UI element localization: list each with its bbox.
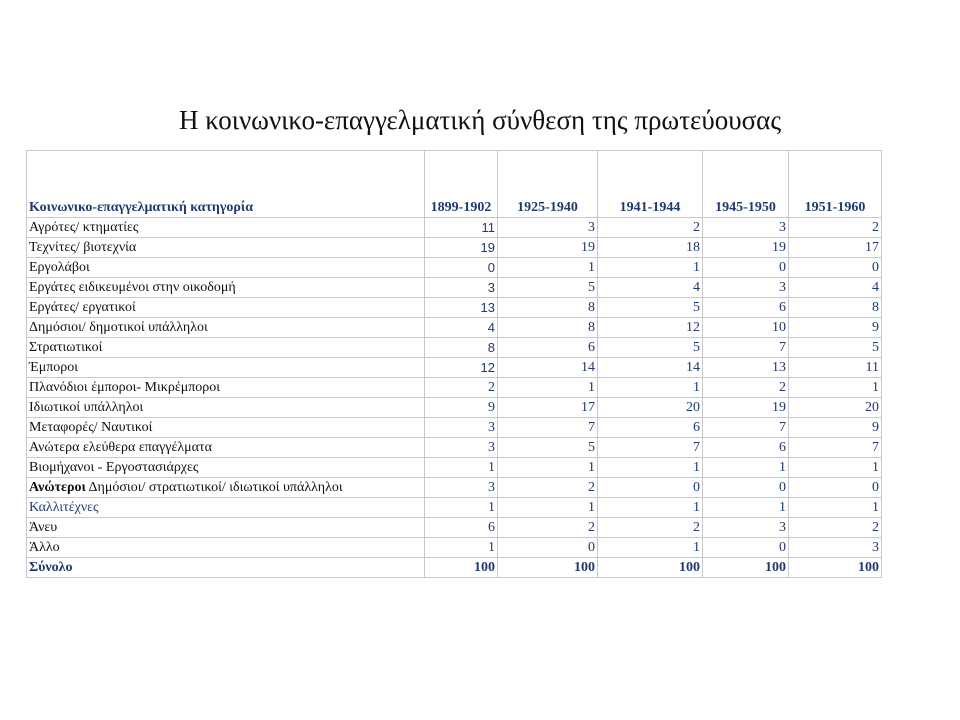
value-cell: 1	[598, 538, 703, 558]
table-row	[27, 218, 882, 238]
row-label: Ιδιωτικοί υπάλληλοι	[27, 398, 425, 418]
value-cell: 3	[789, 538, 882, 558]
value-cell: 0	[789, 258, 882, 278]
value-cell: 19	[425, 238, 498, 258]
value-cell: 2	[425, 378, 498, 398]
value-cell: 7	[703, 338, 789, 358]
value-cell: 8	[498, 298, 598, 318]
row-label: Άνευ	[27, 518, 425, 538]
row-label: Πλανόδιοι έμποροι- Μικρέμποροι	[27, 378, 425, 398]
value-cell: 5	[498, 438, 598, 458]
table-row	[27, 498, 882, 518]
row-label: Εργάτες ειδικευμένοι στην οικοδομή	[27, 278, 425, 298]
value-cell: 1	[498, 498, 598, 518]
table-row	[27, 538, 882, 558]
value-cell: 8	[425, 338, 498, 358]
value-cell: 6	[425, 518, 498, 538]
value-cell: 0	[498, 538, 598, 558]
row-label: Στρατιωτικοί	[27, 338, 425, 358]
table-row	[27, 278, 882, 298]
total-value-cell: 100	[598, 558, 703, 578]
value-cell: 5	[498, 278, 598, 298]
table-row	[27, 478, 882, 498]
value-cell: 6	[703, 298, 789, 318]
value-cell: 20	[789, 398, 882, 418]
row-label	[27, 478, 425, 498]
value-cell: 1	[598, 378, 703, 398]
row-label: Καλλιτέχνες	[27, 498, 425, 518]
value-cell: 3	[425, 438, 498, 458]
table-row	[27, 298, 882, 318]
table-row	[27, 238, 882, 258]
value-cell: 13	[425, 298, 498, 318]
value-cell: 19	[498, 238, 598, 258]
value-cell: 19	[703, 398, 789, 418]
composition-table	[26, 150, 882, 578]
value-cell: 3	[498, 218, 598, 238]
value-cell: 2	[498, 518, 598, 538]
value-cell: 11	[425, 218, 498, 238]
header-year: 1951-1960	[789, 151, 882, 218]
value-cell: 19	[703, 238, 789, 258]
row-label: Έμποροι	[27, 358, 425, 378]
header-year: 1899-1902	[425, 151, 498, 218]
total-row	[27, 558, 882, 578]
value-cell: 12	[598, 318, 703, 338]
total-label: Σύνολο	[27, 558, 425, 578]
value-cell: 1	[598, 498, 703, 518]
value-cell: 17	[498, 398, 598, 418]
value-cell: 2	[598, 518, 703, 538]
row-label: Εργάτες/ εργατικοί	[27, 298, 425, 318]
row-label: Εργολάβοι	[27, 258, 425, 278]
row-label: Δημόσιοι/ δημοτικοί υπάλληλοι	[27, 318, 425, 338]
total-value-cell: 100	[498, 558, 598, 578]
value-cell: 12	[425, 358, 498, 378]
total-value-cell: 100	[425, 558, 498, 578]
value-cell: 3	[703, 278, 789, 298]
value-cell: 6	[598, 418, 703, 438]
value-cell: 1	[703, 498, 789, 518]
row-label: Βιομήχανοι - Εργοστασιάρχες	[27, 458, 425, 478]
value-cell: 2	[498, 478, 598, 498]
value-cell: 3	[425, 478, 498, 498]
total-value-cell: 100	[703, 558, 789, 578]
value-cell: 20	[598, 398, 703, 418]
value-cell: 9	[789, 318, 882, 338]
value-cell: 1	[598, 458, 703, 478]
value-cell: 1	[789, 498, 882, 518]
value-cell: 7	[498, 418, 598, 438]
value-cell: 7	[598, 438, 703, 458]
header-category: Κοινωνικο-επαγγελματική κατηγορία	[27, 151, 425, 218]
value-cell: 7	[703, 418, 789, 438]
value-cell: 1	[703, 458, 789, 478]
value-cell: 1	[498, 378, 598, 398]
value-cell: 18	[598, 238, 703, 258]
value-cell: 2	[703, 378, 789, 398]
value-cell: 3	[425, 418, 498, 438]
value-cell: 0	[703, 478, 789, 498]
table-row	[27, 378, 882, 398]
value-cell: 11	[789, 358, 882, 378]
row-label: Τεχνίτες/ βιοτεχνία	[27, 238, 425, 258]
table-row	[27, 458, 882, 478]
header-year: 1945-1950	[703, 151, 789, 218]
value-cell: 9	[425, 398, 498, 418]
value-cell: 8	[789, 298, 882, 318]
row-label: Ανώτερα ελεύθερα επαγγέλματα	[27, 438, 425, 458]
value-cell: 0	[703, 538, 789, 558]
value-cell: 1	[425, 538, 498, 558]
value-cell: 4	[598, 278, 703, 298]
value-cell: 4	[425, 318, 498, 338]
value-cell: 1	[425, 498, 498, 518]
table-row	[27, 398, 882, 418]
row-label: Άλλο	[27, 538, 425, 558]
table-row	[27, 318, 882, 338]
value-cell: 0	[789, 478, 882, 498]
value-cell: 8	[498, 318, 598, 338]
value-cell: 1	[598, 258, 703, 278]
value-cell: 6	[498, 338, 598, 358]
value-cell: 4	[789, 278, 882, 298]
table-row	[27, 338, 882, 358]
value-cell: 1	[498, 458, 598, 478]
table-row	[27, 358, 882, 378]
value-cell: 0	[598, 478, 703, 498]
value-cell: 2	[598, 218, 703, 238]
value-cell: 5	[789, 338, 882, 358]
total-value-cell: 100	[789, 558, 882, 578]
value-cell: 0	[425, 258, 498, 278]
value-cell: 2	[789, 518, 882, 538]
value-cell: 9	[789, 418, 882, 438]
header-year: 1925-1940	[498, 151, 598, 218]
header-year: 1941-1944	[598, 151, 703, 218]
value-cell: 1	[498, 258, 598, 278]
header-row	[27, 151, 882, 218]
value-cell: 6	[703, 438, 789, 458]
row-label: Αγρότες/ κτηματίες	[27, 218, 425, 238]
table-row	[27, 258, 882, 278]
value-cell: 0	[703, 258, 789, 278]
table-row	[27, 518, 882, 538]
value-cell: 5	[598, 338, 703, 358]
value-cell: 3	[703, 518, 789, 538]
table-body	[27, 218, 882, 578]
value-cell: 14	[498, 358, 598, 378]
table-row	[27, 438, 882, 458]
value-cell: 2	[789, 218, 882, 238]
value-cell: 3	[425, 278, 498, 298]
value-cell: 13	[703, 358, 789, 378]
value-cell: 1	[789, 378, 882, 398]
value-cell: 17	[789, 238, 882, 258]
value-cell: 3	[703, 218, 789, 238]
value-cell: 1	[425, 458, 498, 478]
row-label: Μεταφορές/ Ναυτικοί	[27, 418, 425, 438]
row-label-text: Δημόσιοι/ στρατιωτικοί/ ιδιωτικοί υπάλληλοι	[85, 480, 343, 495]
value-cell: 1	[789, 458, 882, 478]
table-row	[27, 418, 882, 438]
page-title: Η κοινωνικο-επαγγελματική σύνθεση της πρωτεύουσας	[178, 105, 782, 135]
value-cell: 7	[789, 438, 882, 458]
row-label-bold: Ανώτεροι	[29, 480, 86, 495]
value-cell: 10	[703, 318, 789, 338]
value-cell: 5	[598, 298, 703, 318]
value-cell: 14	[598, 358, 703, 378]
